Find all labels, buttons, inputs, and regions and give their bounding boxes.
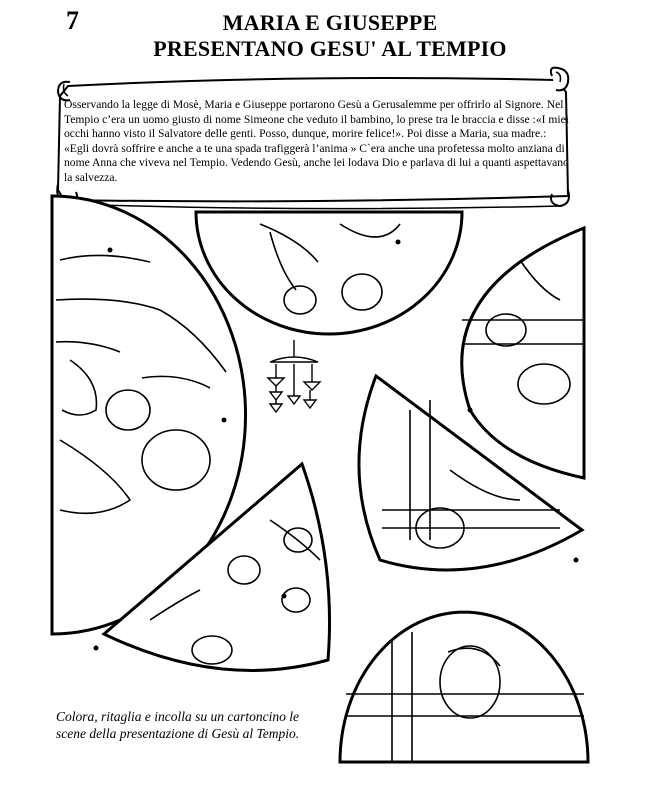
title-line-1: MARIA E GIUSEPPE <box>222 10 438 35</box>
scene-bottom-arch <box>340 612 588 762</box>
scene-top <box>196 212 462 334</box>
title-line-2: PRESENTANO GESU' AL TEMPIO <box>153 36 507 61</box>
instructions-text: Colora, ritaglia e incolla su un cartoncino le scene della presentazione di Gesù al Tempio. <box>56 709 300 741</box>
mobile-hanger-icon <box>268 340 320 412</box>
page-number: 7 <box>66 6 79 35</box>
story-text: Osservando la legge di Mosè, Maria e Giuseppe portarono Gesù a Gerusalemme per offrirlo al Signore. Nel Tempio c’era un uomo giusto di nome Simeone che veduto il bambino, lo prese tra le braccia e disse :«I miei occhi hanno visto il Salvatore delle genti. Posso, dunque, morire felice!». Poi disse a Maria, sua madre.: «Egli dovrà soffrire e anche a te una spada trafiggerà l’anima » C`era anche una profetessa molto anziana di nome Anna che viveva nel Tempio. Vedendo Gesù, anche lei lodava Dio e parlava di lui a quanti aspettavano la salvezza. <box>64 98 569 184</box>
